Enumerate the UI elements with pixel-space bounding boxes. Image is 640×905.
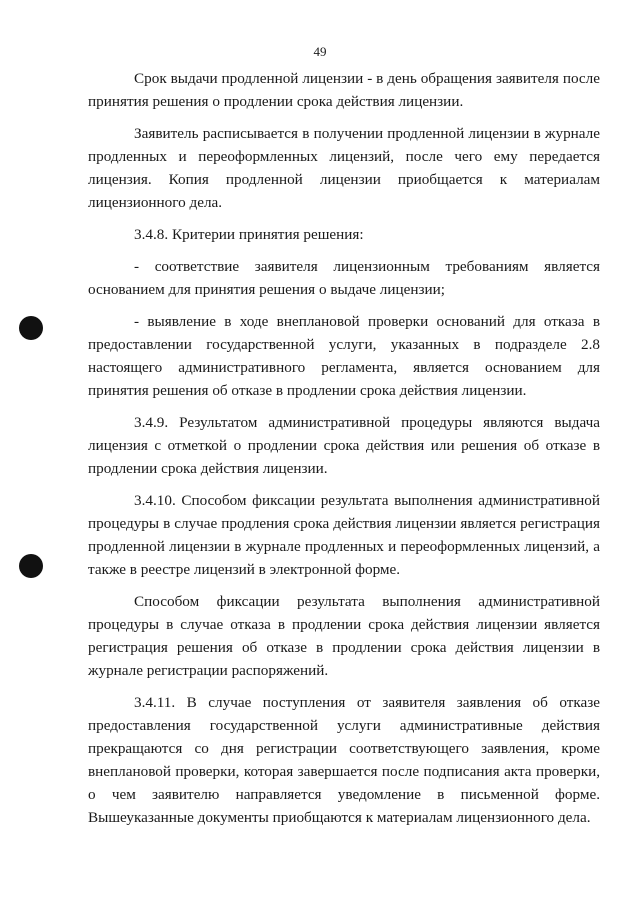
list-item-criterion-1: - соответствие заявителя лицензионным требованиям является основанием для принятия решения о выдаче лицензии; (88, 258, 600, 298)
page-number: 49 (313, 44, 327, 59)
document-body (88, 67, 600, 838)
list-item-criterion-2: - выявление в ходе внеплановой проверки оснований для отказа в предоставлении государственной услуги, указанных в подразделе 2.8 настоящего административного регламента, является основанием для принятия решения об отказе в продлении срока действия лицензии. (88, 313, 600, 399)
paragraph-issue-term: Срок выдачи продленной лицензии - в день обращения заявителя после принятия решения о продлении срока действия лицензии. (88, 70, 600, 110)
binder-hole (19, 316, 43, 340)
paragraph-3-4-9: 3.4.9. Результатом административной процедуры являются выдача лицензия с отметкой о продлении срока действия или решения об отказе в продлении срока действия лицензии. (88, 414, 600, 477)
paragraph-3-4-10: 3.4.10. Способом фиксации результата выполнения административной процедуры в случае продления срока действия лицензии является регистрация продленной лицензии в журнале продленных и переоформленных лицензий, а также в реестре лицензий в электронной форме. (88, 492, 600, 578)
binder-hole (19, 554, 43, 578)
paragraph-3-4-11: 3.4.11. В случае поступления от заявителя заявления об отказе предоставления государственной услуги административные действия прекращаются со дня регистрации соответствующего заявления, кроме внеплановой проверки, которая завершается после подписания акта проверки, о чем заявителю направляется уведомление в письменной форме. Вышеуказанные документы приобщаются к материалам лицензионного дела. (88, 694, 600, 826)
paragraph-fixation-refusal: Способом фиксации результата выполнения административной процедуры в случае отказа в продлении срока действия лицензии является регистрация решения об отказе в продлении срока действия лицензии в журнале регистрации распоряжений. (88, 593, 600, 679)
paragraph-receipt: Заявитель расписывается в получении продленной лицензии в журнале продленных и переоформленных лицензий, после чего ему передается лицензия. Копия продленной лицензии приобщается к материалам лицензионного дела. (88, 125, 600, 211)
section-heading-3-4-8: 3.4.8. Критерии принятия решения: (134, 226, 364, 243)
